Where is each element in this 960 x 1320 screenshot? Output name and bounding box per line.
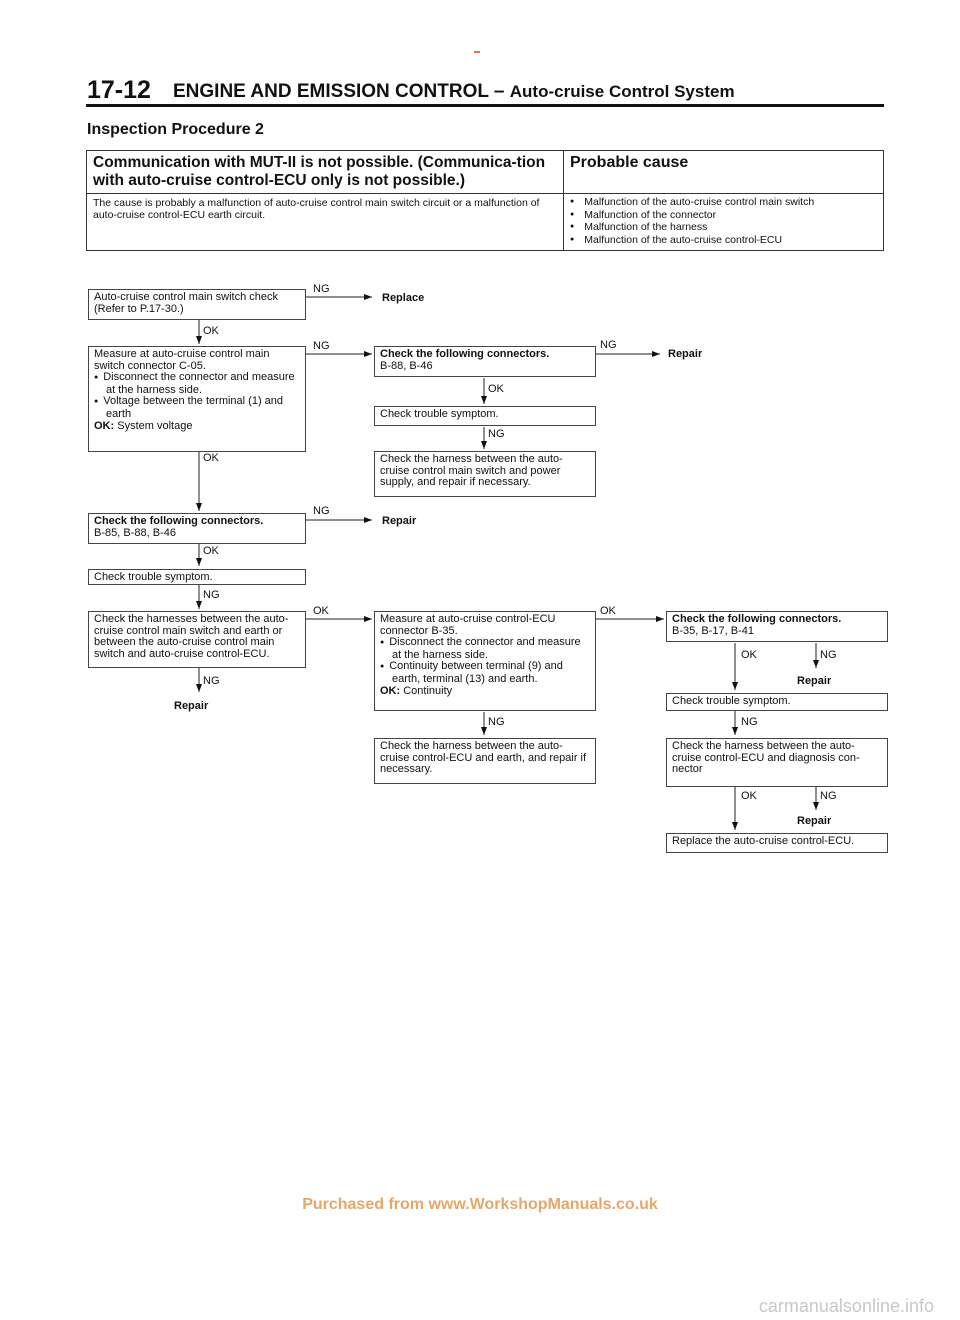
ng-label: NG [313, 505, 330, 517]
ok-label: OK [203, 325, 219, 337]
ok-label: OK [600, 605, 616, 617]
footer-watermark: Purchased from www.WorkshopManuals.co.uk [302, 1196, 658, 1213]
check-trouble-symptom-text: Check trouble symptom. [672, 695, 791, 707]
main-switch-check-text: Auto-cruise control main switch check [94, 291, 279, 303]
measure-ecu-line1: Measure at auto-cruise control-ECU [380, 613, 556, 625]
ng-label: NG [600, 339, 617, 351]
cause-item: ● Malfunction of the harness [570, 222, 877, 235]
ok-label: OK [741, 649, 757, 661]
ok-key: OK: [94, 419, 115, 432]
check-harness-ecu-earth-text: Check the harness between the auto-cruise control-ECU and earth, and repair if necessary. [380, 740, 587, 776]
measure-main-switch-box [88, 346, 306, 452]
ng-label: NG [313, 283, 330, 295]
ok-value: System voltage [117, 419, 193, 432]
ng-label: NG [488, 716, 505, 728]
check-connectors-title: Check the following connectors. [672, 613, 842, 625]
check-trouble-symptom-box [88, 569, 306, 585]
cause-description: The cause is probably a malfunction of auto-cruise control main switch circuit or a malfunction of auto-cruise control-ECU earth circuit. [87, 194, 564, 251]
check-harness-diagnosis-text: Check the harness between the auto-cruise control-ECU and diagnosis con-nector [672, 740, 860, 776]
ok-label: OK [741, 790, 757, 802]
measure-bullet: ● Disconnect the connector and measure at the harness side. [106, 372, 300, 396]
ok-label: OK [313, 605, 329, 617]
check-connectors-title: Check the following connectors. [94, 515, 264, 527]
check-trouble-symptom-text: Check trouble symptom. [94, 571, 213, 583]
subsection-title: Auto-cruise Control System [509, 82, 735, 101]
replace-ecu-text: Replace the auto-cruise control-ECU. [672, 835, 855, 847]
measure-main-switch-line1: Measure at auto-cruise control main [94, 348, 270, 360]
page-number: 17-12 [87, 76, 151, 104]
ng-label: NG [820, 790, 837, 802]
check-harness-ecu-earth-box [374, 738, 596, 784]
ng-label: NG [820, 649, 837, 661]
ok-label: OK [488, 383, 504, 395]
measure-ecu-box [374, 611, 596, 711]
measure-bullet: ● Continuity between terminal (9) and earth, terminal (13) and earth. [392, 661, 590, 685]
site-watermark: carmanualsonline.info [758, 1296, 934, 1316]
ng-label: NG [203, 675, 220, 687]
repair-label: Repair [382, 515, 417, 527]
check-connectors-box [88, 513, 306, 544]
check-trouble-symptom-box [666, 693, 888, 711]
measure-bullet: ● Disconnect the connector and measure at the harness side. [392, 637, 590, 661]
check-harnesses-box [88, 611, 306, 668]
main-switch-check-box [88, 289, 306, 320]
ok-label: OK [203, 452, 219, 464]
ng-label: NG [488, 428, 505, 440]
ng-label: NG [313, 340, 330, 352]
repair-label: Repair [668, 348, 703, 360]
check-connectors-title: Check the following connectors. [380, 348, 550, 360]
check-trouble-symptom-text: Check trouble symptom. [380, 408, 499, 420]
check-connectors-list: B-85, B-88, B-46 [94, 526, 176, 539]
cause-item: ● Malfunction of the connector [570, 210, 877, 223]
check-trouble-symptom-box [374, 406, 596, 426]
ok-label: OK [203, 545, 219, 557]
ng-label: NG [741, 716, 758, 728]
ok-key: OK: [380, 684, 401, 697]
check-connectors-b88-box [374, 346, 596, 377]
cause-item: ● Malfunction of the auto-cruise control-ECU [570, 235, 877, 248]
repair-label: Repair [797, 675, 832, 687]
check-connectors-b35-box [666, 611, 888, 642]
check-harness-diagnosis-box [666, 738, 888, 787]
check-harness-power-text: Check the harness between the auto-cruise control main switch and power supply, and repair if necessary. [380, 453, 563, 489]
replace-ecu-box [666, 833, 888, 853]
procedure-title: Inspection Procedure 2 [87, 121, 264, 138]
cause-item: ● Malfunction of the auto-cruise control main switch [570, 197, 877, 210]
measure-ecu-line2: connector B-35. [380, 624, 458, 637]
check-connectors-list: B-88, B-46 [380, 359, 433, 372]
measure-bullet: ● Voltage between the terminal (1) and earth [106, 396, 300, 420]
check-connectors-list: B-35, B-17, B-41 [672, 624, 754, 637]
ok-value: Continuity [403, 684, 453, 697]
measure-ok-line [94, 421, 300, 433]
replace-label: Replace [382, 292, 425, 304]
check-harness-power-box [374, 451, 596, 497]
measure-ok-line [380, 686, 590, 698]
ng-label: NG [203, 589, 220, 601]
check-harnesses-text: Check the harnesses between the auto-cruise control main switch and earth or between the auto-cruise control main switch and auto-cruise control-ECU. [94, 613, 289, 660]
section-title-text: ENGINE AND EMISSION CONTROL – [173, 81, 505, 102]
symptom-heading: Communication with MUT-II is not possible. (Communica-tion with auto-cruise control-ECU only is not possible.) [87, 151, 564, 194]
repair-label: Repair [797, 815, 832, 827]
main-switch-check-ref: (Refer to P.17-30.) [94, 302, 184, 315]
repair-label: Repair [174, 700, 209, 712]
probable-cause-heading: Probable cause [564, 151, 884, 194]
measure-main-switch-line2: switch connector C-05. [94, 359, 206, 372]
